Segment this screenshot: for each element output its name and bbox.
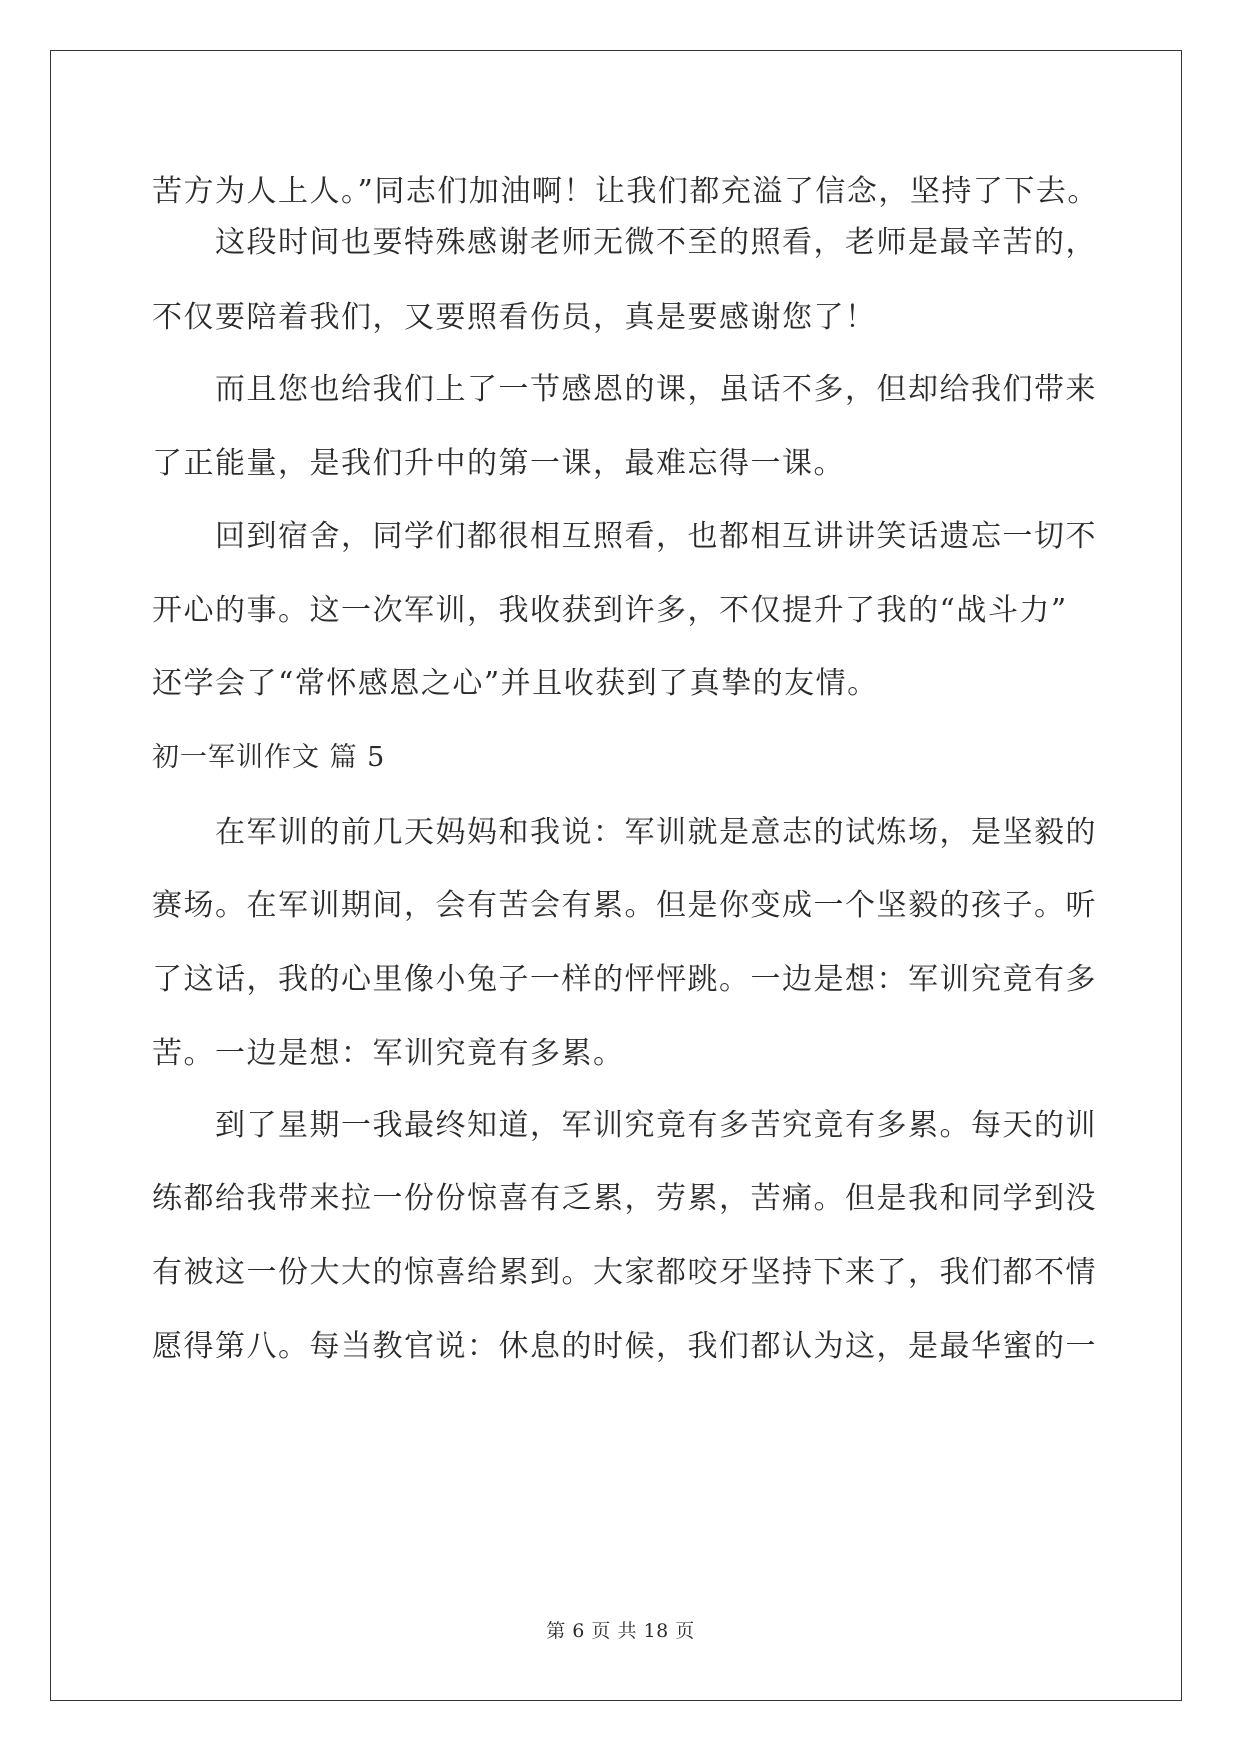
text-line: 在军训的前几天妈妈和我说：军训就是意志的试炼场，是坚毅的 [215,815,1097,850]
page-number: 第 6 页 共 18 页 [546,1620,695,1642]
text-line: 还学会了“常怀感恩之心”并且收获到了真挚的友情。 [152,666,879,701]
text-line: 了这话，我的心里像小兔子一样的怦怦跳。一边是想：军训究竟有多 [152,962,1097,997]
text-line: 回到宿舍，同学们都很相互照看，也都相互讲讲笑话遗忘一切不 [215,519,1097,554]
text-line: 了正能量，是我们升中的第一课，最难忘得一课。 [152,446,845,481]
text-line: 赛场。在军训期间，会有苦会有累。但是你变成一个坚毅的孩子。听 [152,888,1097,923]
text-line: 不仅要陪着我们，又要照看伤员，真是要感谢您了！ [152,300,877,335]
text-line: 苦方为人上人。”同志们加油啊！让我们都充溢了信念，坚持了下去。 [152,174,1099,209]
text-line: 练都给我带来拉一份份惊喜有乏累，劳累，苦痛。但是我和同学到没 [152,1181,1097,1216]
text-line: 这段时间也要特殊感谢老师无微不至的照看，老师是最辛苦的， [215,225,1097,260]
text-line: 开心的事。这一次军训，我收获到许多，不仅提升了我的“战斗力” [152,593,1068,628]
section-heading: 初一军训作文 篇 5 [152,742,386,773]
text-line: 到了星期一我最终知道，军训究竟有多苦究竟有多累。每天的训 [215,1108,1097,1143]
text-line: 愿得第八。每当教官说：休息的时候，我们都认为这，是最华蜜的一 [152,1329,1097,1364]
text-line: 苦。一边是想：军训究竟有多累。 [152,1036,625,1071]
text-line: 有被这一份大大的惊喜给累到。大家都咬牙坚持下来了，我们都不情 [152,1255,1097,1290]
text-line: 而且您也给我们上了一节感恩的课，虽话不多，但却给我们带来 [215,372,1097,407]
